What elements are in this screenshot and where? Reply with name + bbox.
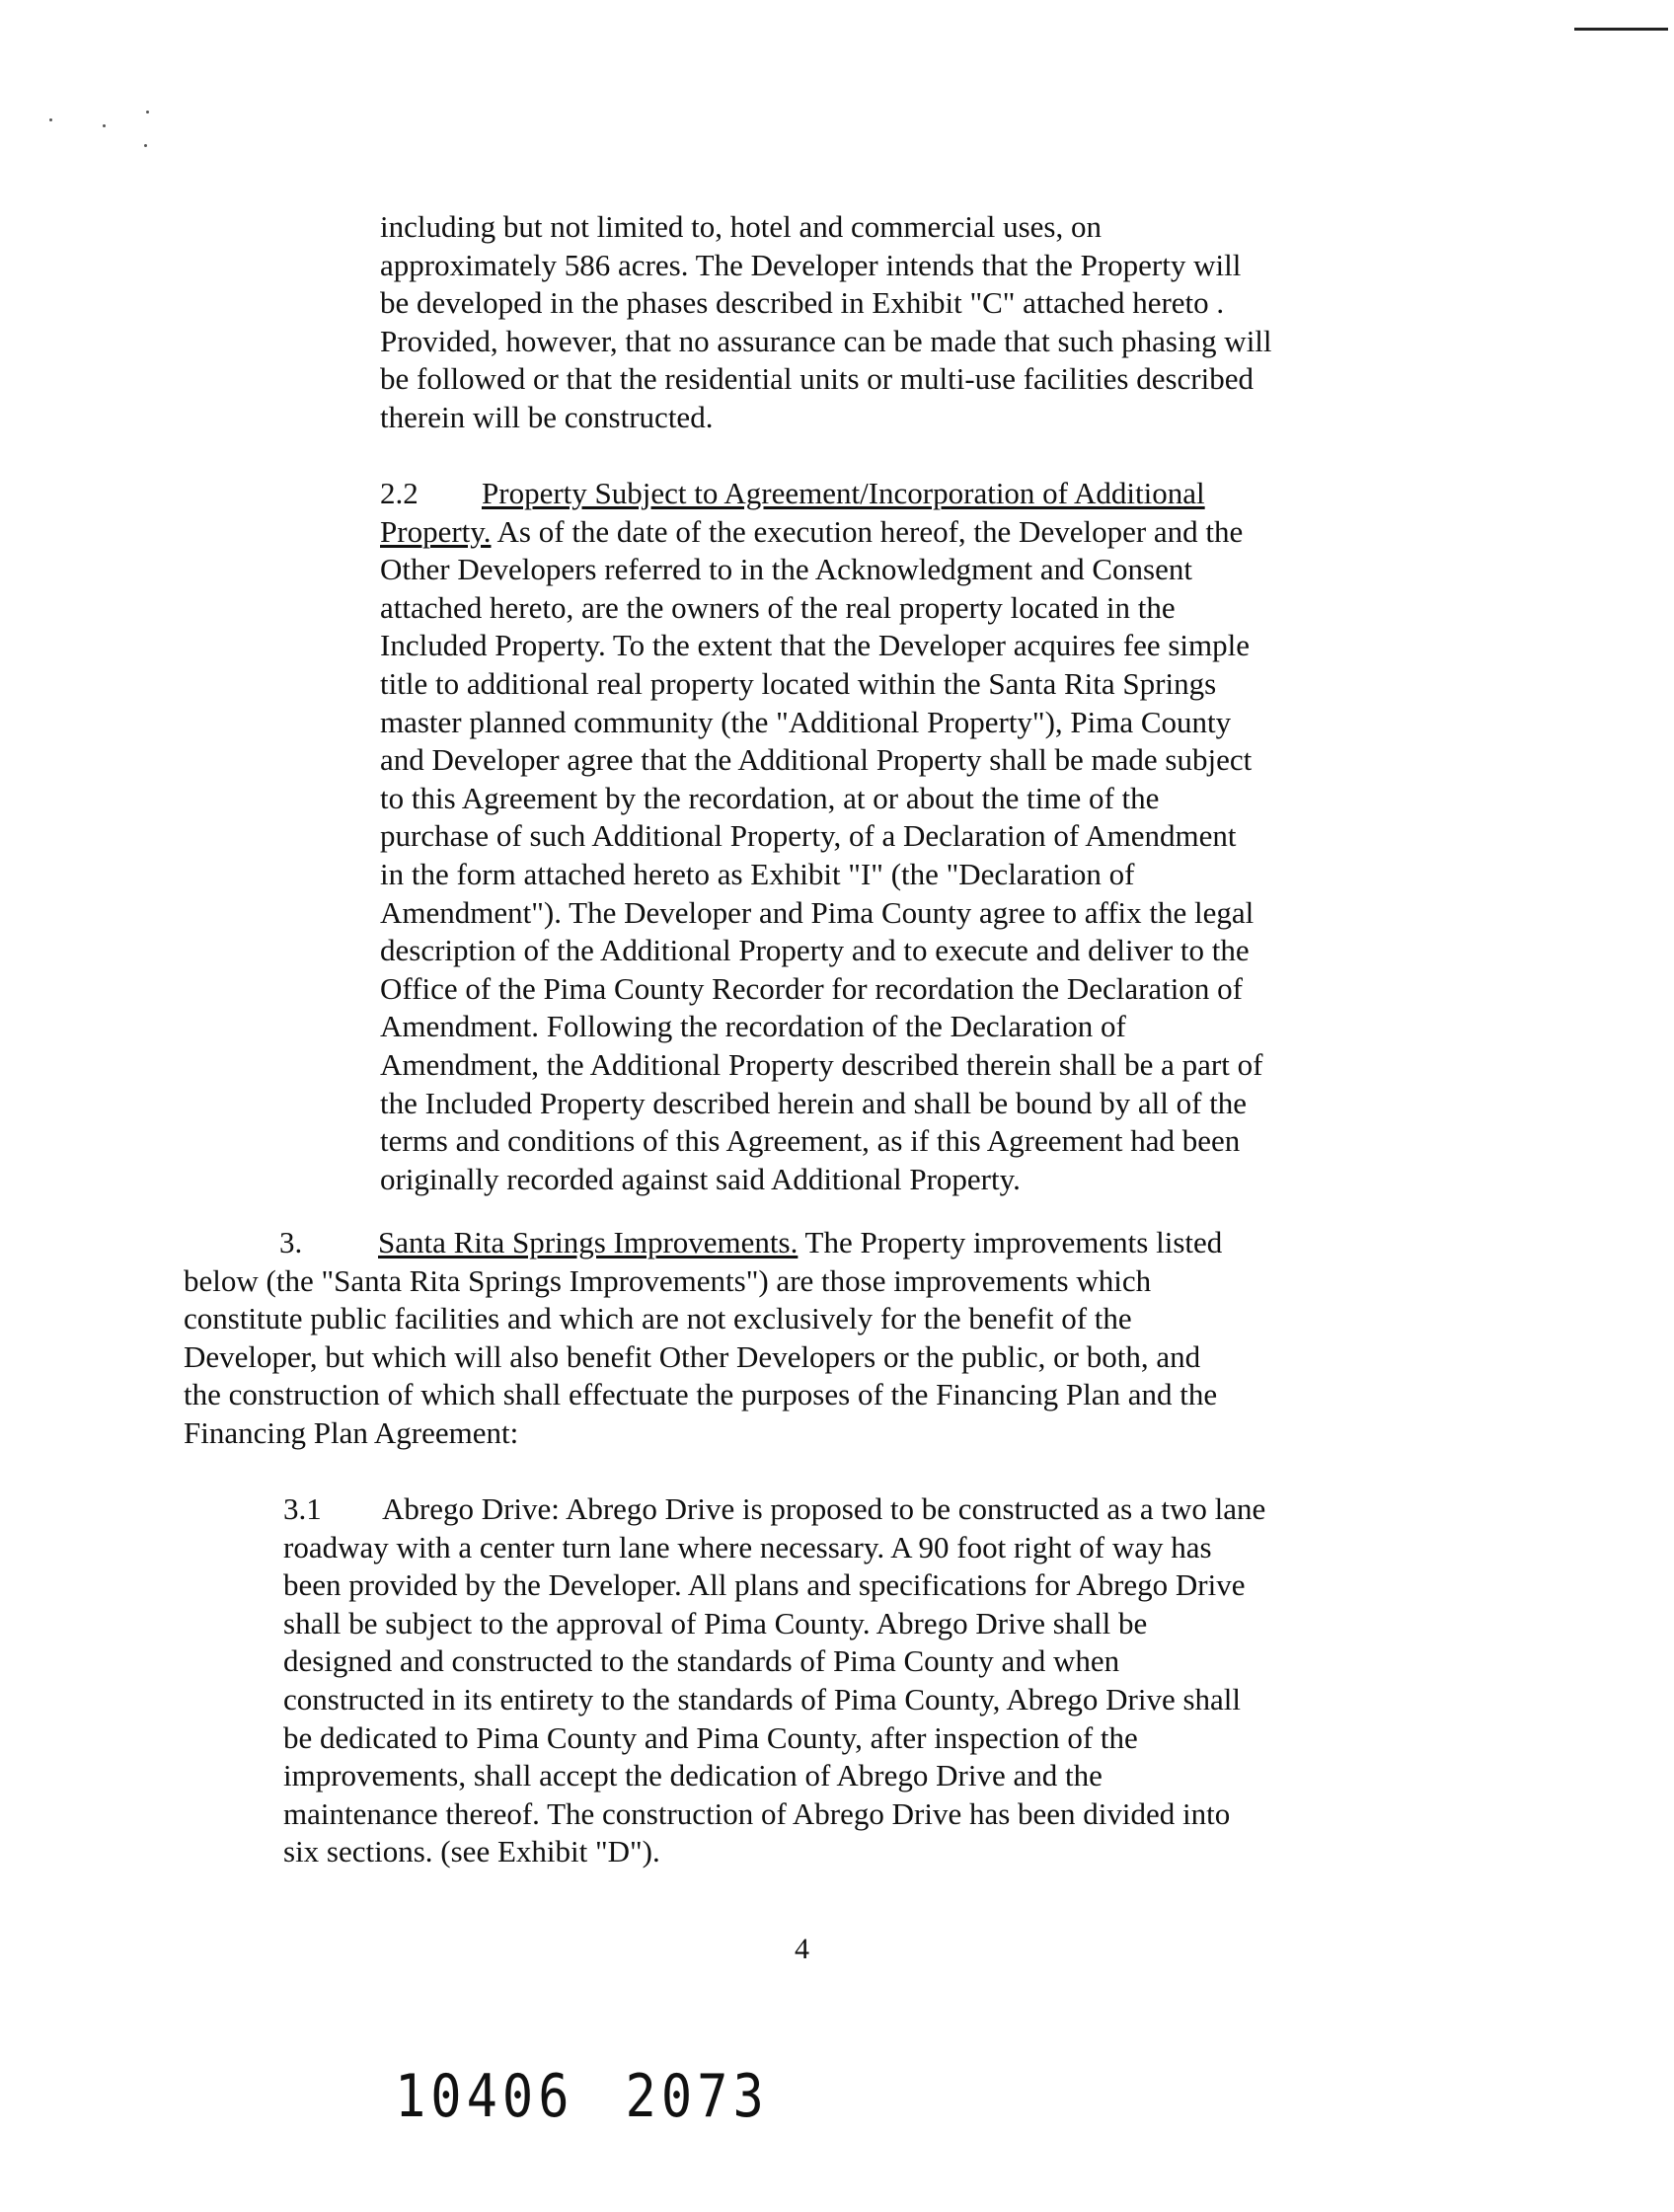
- body-text-line: be dedicated to Pima County and Pima County, after inspection of the: [283, 1719, 1138, 1755]
- scan-speck: [103, 124, 106, 127]
- body-text-line: Office of the Pima County Recorder for recordation the Declaration of: [380, 970, 1243, 1006]
- body-text-line: originally recorded against said Additional Property.: [380, 1161, 1021, 1196]
- body-text-line: constructed in its entirety to the standards of Pima County, Abrego Drive shall: [283, 1681, 1242, 1716]
- body-text-line: to this Agreement by the recordation, at or about the time of the: [380, 780, 1160, 815]
- body-text-line: be followed or that the residential units or multi-use facilities described: [380, 361, 1254, 397]
- section-number: 2.2: [380, 476, 418, 510]
- section-2-2-line: [380, 475, 1262, 513]
- body-text: As of the date of the execution hereof, the Developer and the: [491, 513, 1244, 549]
- body-text-line: below (the "Santa Rita Springs Improvements") are those improvements which: [184, 1262, 1152, 1298]
- body-text-line: Other Developers referred to in the Acknowledgment and Consent: [380, 552, 1192, 587]
- body-text-line: improvements, shall accept the dedication of Abrego Drive and the: [283, 1758, 1103, 1793]
- body-text-line: Amendment"). The Developer and Pima County agree to affix the legal: [380, 894, 1255, 930]
- body-text-line: shall be subject to the approval of Pima County. Abrego Drive shall be: [283, 1605, 1148, 1640]
- section-3-line: [184, 1224, 1222, 1262]
- section-2-2: [380, 475, 1262, 1198]
- body-text-line: been provided by the Developer. All plans and specifications for Abrego Drive: [283, 1567, 1246, 1603]
- docket-page: 2073: [625, 2063, 769, 2131]
- body-text-line: description of the Additional Property and to execute and deliver to the: [380, 933, 1250, 968]
- body-text-line: therein will be constructed.: [380, 399, 714, 434]
- recording-stamp: [395, 2063, 769, 2131]
- docket-number: 10406: [395, 2063, 574, 2131]
- scan-speck: [49, 118, 52, 121]
- body-text-line: be developed in the phases described in Exhibit "C" attached hereto .: [380, 285, 1225, 321]
- body-text-line: Amendment. Following the recordation of the Declaration of: [380, 1009, 1126, 1044]
- section-3-1-line: [283, 1490, 1265, 1529]
- body-text-line: Included Property. To the extent that the Developer acquires fee simple: [380, 628, 1251, 663]
- section-number: 3.1: [283, 1491, 322, 1526]
- section-heading: Property Subject to Agreement/Incorporation of Additional: [482, 476, 1205, 510]
- body-text-line: designed and constructed to the standards of Pima County and when: [283, 1643, 1120, 1679]
- body-text-line: approximately 586 acres. The Developer intends that the Property will: [380, 247, 1242, 282]
- section-3-1: [283, 1490, 1265, 1871]
- body-text-line: including but not limited to, hotel and commercial uses, on: [380, 209, 1102, 244]
- section-3: [184, 1224, 1222, 1453]
- body-text-line: attached hereto, are the owners of the real property located in the: [380, 589, 1176, 625]
- body-text-line: master planned community (the "Additional Property"), Pima County: [380, 704, 1232, 739]
- section-heading: Property.: [380, 513, 492, 549]
- body-text-line: constitute public facilities and which are not exclusively for the benefit of the: [184, 1301, 1132, 1336]
- body-text-line: roadway with a center turn lane where necessary. A 90 foot right of way has: [283, 1529, 1212, 1564]
- body-text-line: Developer, but which will also benefit Other Developers or the public, or both, and: [184, 1338, 1201, 1374]
- body-text-line: in the form attached hereto as Exhibit "I" (the "Declaration of: [380, 856, 1135, 891]
- body-text-line: the Included Property described herein and shall be bound by all of the: [380, 1085, 1248, 1120]
- body-text-line: the construction of which shall effectuate the purposes of the Financing Plan and the: [184, 1377, 1218, 1412]
- body-text-line: and Developer agree that the Additional Property shall be made subject: [380, 742, 1253, 778]
- section-number: 3.: [279, 1225, 303, 1259]
- scan-mark: [1574, 28, 1668, 31]
- scan-speck: [146, 111, 149, 114]
- body-text-line: six sections. (see Exhibit "D").: [283, 1834, 660, 1869]
- page-number: 4: [795, 1933, 809, 1965]
- body-text-line: maintenance thereof. The construction of Abrego Drive has been divided into: [283, 1795, 1231, 1831]
- body-text: The Property improvements listed: [798, 1225, 1223, 1259]
- body-text-line: terms and conditions of this Agreement, as if this Agreement had been: [380, 1123, 1241, 1159]
- body-text-line: purchase of such Additional Property, of a Declaration of Amendment: [380, 818, 1237, 854]
- continuation-paragraph: [380, 208, 1272, 437]
- section-heading: Santa Rita Springs Improvements.: [378, 1225, 799, 1259]
- body-text: Abrego Drive: Abrego Drive is proposed to be constructed as a two lane: [382, 1491, 1266, 1526]
- scan-speck: [144, 144, 147, 147]
- body-text-line: Amendment, the Additional Property described therein shall be a part of: [380, 1046, 1263, 1082]
- body-text-line: Financing Plan Agreement:: [184, 1414, 519, 1450]
- section-2-2-line: [380, 513, 1262, 552]
- body-text-line: Provided, however, that no assurance can be made that such phasing will: [380, 323, 1272, 358]
- body-text-line: title to additional real property located within the Santa Rita Springs: [380, 665, 1217, 701]
